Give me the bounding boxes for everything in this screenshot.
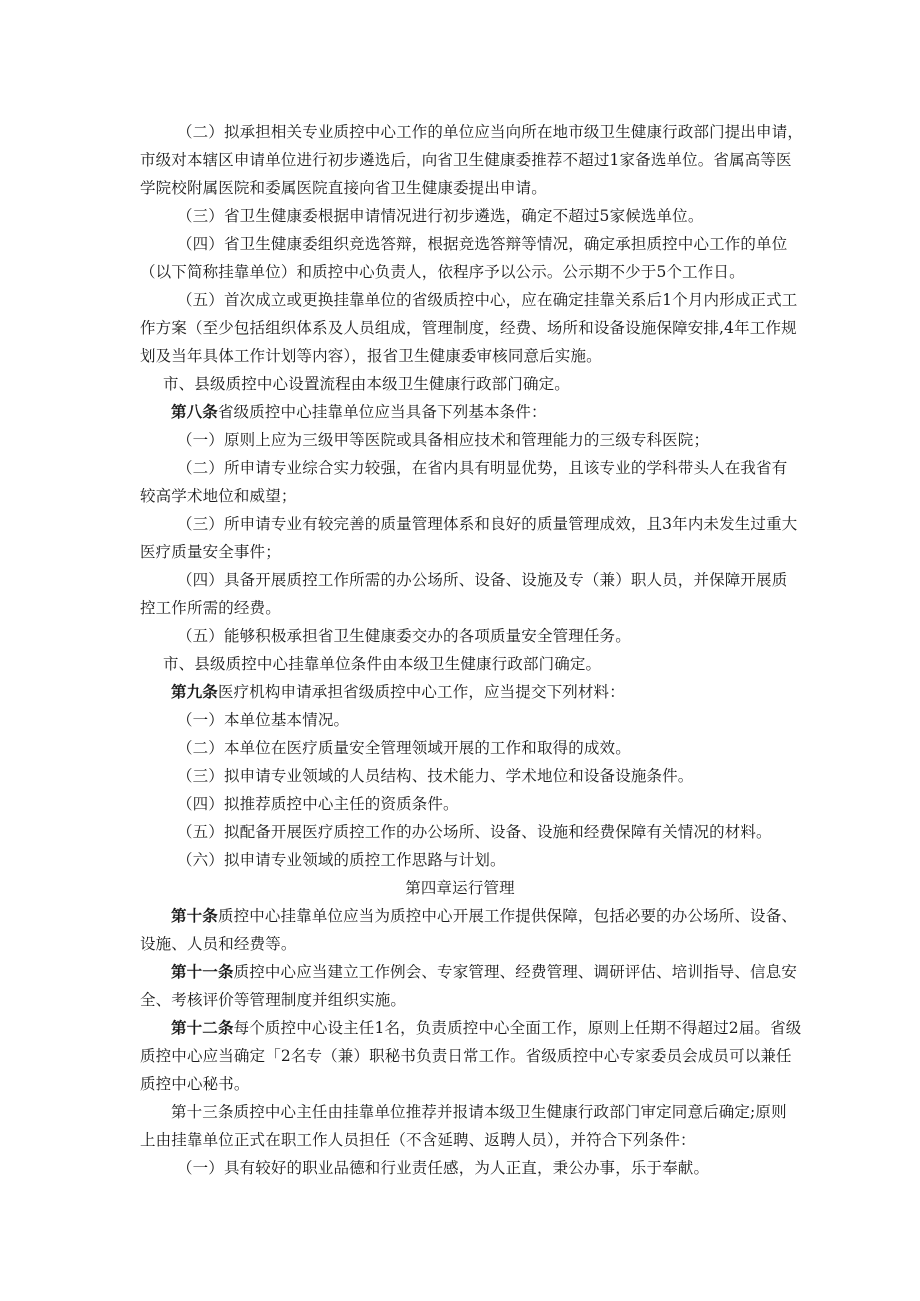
- paragraph-line: 市、县级质控中心挂靠单位条件由本级卫生健康行政部门确定。: [163, 655, 602, 673]
- paragraph-line: （三）所申请专业有较完善的质量管理体系和良好的质量管理成效，且3年内未发生过重大: [177, 515, 798, 533]
- paragraph-line: （二）所申请专业综合实力较强，在省内具有明显优势，且该专业的学科带头人在我省有: [177, 459, 788, 477]
- paragraph-line: 设施、人员和经费等。: [140, 935, 297, 953]
- paragraph-line: （四）具备开展质控工作所需的办公场所、设备、设施及专（兼）职人员，并保障开展质: [177, 571, 788, 589]
- paragraph-line: （一）本单位基本情况。: [177, 711, 350, 729]
- article-text: 每个质控中心设主任1名，负责质控中心全面工作，原则上任期不得超过2届。省级: [233, 1019, 802, 1037]
- article-8: [171, 402, 547, 422]
- paragraph-line: 医疗质量安全事件；: [140, 543, 281, 561]
- paragraph-line: 市、县级质控中心设置流程由本级卫生健康行政部门确定。: [163, 375, 570, 393]
- chapter-heading: 第四章运行管理: [405, 879, 515, 897]
- paragraph-line: 上由挂靠单位正式在职工作人员担任（不含延聘、返聘人员），并符合下列条件：: [140, 1131, 696, 1149]
- paragraph-line: （五）首次成立或更换挂靠单位的省级质控中心，应在确定挂靠关系后1个月内形成正式工: [177, 291, 798, 309]
- paragraph-line: （一）原则上应为三级甲等医院或具备相应技术和管理能力的三级专科医院；: [177, 431, 710, 449]
- paragraph-line: （三）拟申请专业领域的人员结构、技术能力、学术地位和设备设施条件。: [177, 767, 694, 785]
- paragraph-line: 较高学术地位和威望；: [140, 487, 297, 505]
- paragraph-line: （一）具有较好的职业品德和行业责任感，为人正直，秉公办事，乐于奉献。: [177, 1159, 710, 1177]
- paragraph-line: （二）拟承担相关专业质控中心工作的单位应当向所在地市级卫生健康行政部门提出申请，: [177, 123, 804, 141]
- paragraph-line: 质控中心应当确定「2名专（兼）职秘书负责日常工作。省级质控中心专家委员会成员可以兼任: [140, 1047, 792, 1065]
- article-text: 医疗机构申请承担省级质控中心工作，应当提交下列材料：: [217, 683, 625, 701]
- paragraph-line: （四）省卫生健康委组织竞选答辩，根据竞选答辩等情况，确定承担质控中心工作的单位: [177, 235, 788, 253]
- paragraph-line: 作方案（至少包括组织体系及人员组成，管理制度，经费、场所和设备设施保障安排,4年工作规: [140, 319, 797, 337]
- paragraph-line: （四）拟推荐质控中心主任的资质条件。: [177, 795, 459, 813]
- article-label: 第九条: [171, 682, 218, 701]
- paragraph-line: （五）拟配备开展医疗质控工作的办公场所、设备、设施和经费保障有关情况的材料。: [177, 823, 772, 841]
- article-label: 第十二条: [171, 1018, 234, 1037]
- paragraph-line: （二）本单位在医疗质量安全管理领域开展的工作和取得的成效。: [177, 739, 631, 757]
- paragraph-line: 全、考核评价等管理制度并组织实施。: [140, 991, 407, 1009]
- article-label: 第八条: [171, 402, 218, 421]
- article-text: 质控中心挂靠单位应当为质控中心开展工作提供保障，包括必要的办公场所、设备、: [217, 907, 798, 925]
- paragraph-line: 学院校附属医院和委属医院直接向省卫生健康委提出申请。: [140, 179, 547, 197]
- paragraph-line: 市级对本辖区申请单位进行初步遴选后，向省卫生健康委推荐不超过1家备选单位。省属高等医: [140, 151, 792, 169]
- article-text: 质控中心应当建立工作例会、专家管理、经费管理、调研评估、培训指导、信息安: [233, 963, 798, 981]
- paragraph-line: （三）省卫生健康委根据申请情况进行初步遴选，确定不超过5家候选单位。: [177, 207, 704, 225]
- article-10: [171, 906, 797, 926]
- paragraph-line: （以下简称挂靠单位）和质控中心负责人，依程序予以公示。公示期不少于5个工作日。: [140, 263, 745, 281]
- paragraph-line: 划及当年具体工作计划等内容），报省卫生健康委审核同意后实施。: [140, 347, 602, 365]
- article-9: [171, 682, 625, 702]
- paragraph-line: 质控中心秘书。: [140, 1075, 250, 1093]
- paragraph-line: （五）能够积极承担省卫生健康委交办的各项质量安全管理任务。: [177, 627, 631, 645]
- article-label: 第十条: [171, 906, 218, 925]
- article-12: [171, 1018, 801, 1038]
- paragraph-line: 控工作所需的经费。: [140, 599, 281, 617]
- paragraph-line: 第十三条质控中心主任由挂靠单位推荐并报请本级卫生健康行政部门审定同意后确定;原则: [171, 1103, 787, 1121]
- article-label: 第十一条: [171, 962, 234, 981]
- paragraph-line: （六）拟申请专业领域的质控工作思路与计划。: [177, 851, 506, 869]
- article-text: 省级质控中心挂靠单位应当具备下列基本条件：: [217, 403, 547, 421]
- article-11: [171, 962, 797, 982]
